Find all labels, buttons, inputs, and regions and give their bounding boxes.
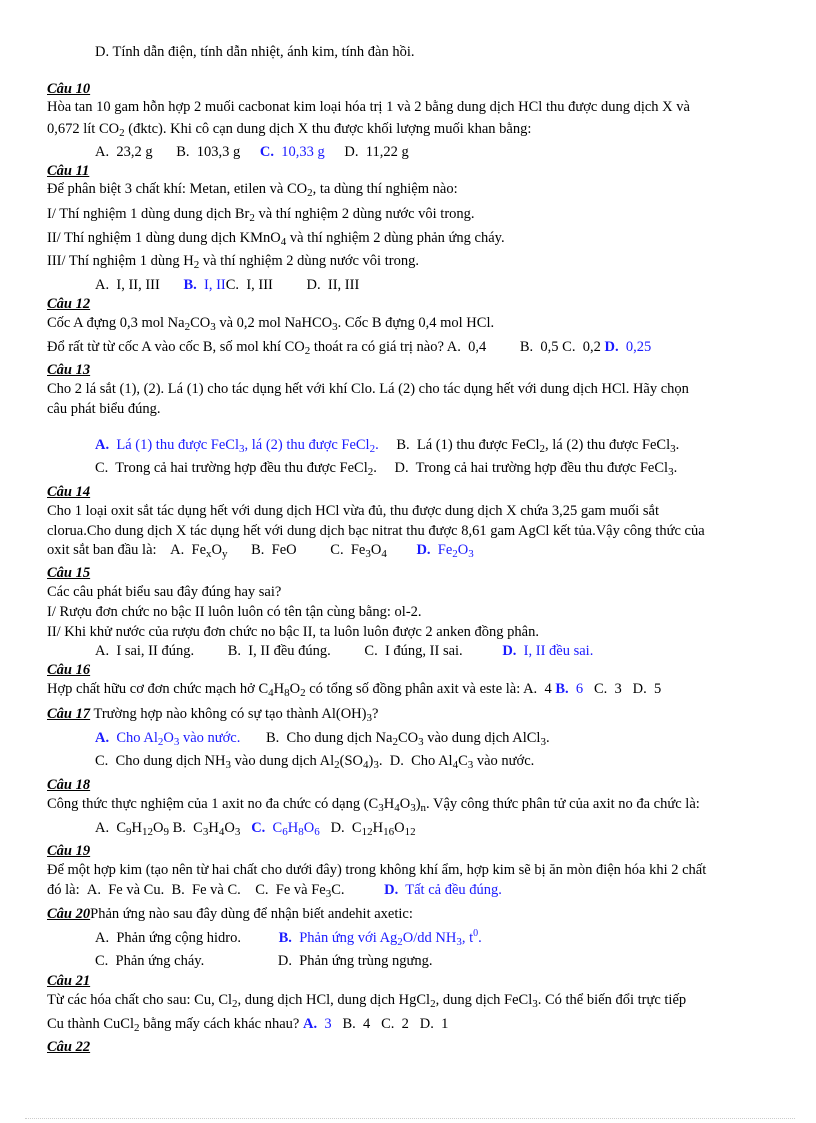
q11-option-b[interactable]: I, II — [204, 277, 226, 293]
q15-line-2: I/ Rượu đơn chức no bậc II luôn luôn có tên tận cùng bằng: ol-2. — [47, 604, 422, 620]
q13-line-2: câu phát biểu đúng. — [47, 401, 161, 417]
q17-options-cd: C. Cho dung dịch $NH_3$ vào dung dịch $Al_2(SO_4)_3$. D. Cho $Al_4C_3$ vào nước. — [95, 753, 535, 771]
q12-option-c[interactable]: 0,2 — [582, 339, 601, 355]
q11-line-3: III/ Thí nghiệm 1 dùng $H_2$ và thí nghiệm 2 dùng nước vôi trong. — [47, 253, 419, 271]
q9-option-d: D. Tính dẫn điện, tính dẫn nhiệt, ánh kim, tính đàn hồi. — [95, 44, 415, 60]
q21-option-b[interactable]: 4 — [363, 1016, 371, 1032]
q17-line-1: Câu 17 Trường hợp nào không có sự tạo thành $Al(OH)_3$? — [47, 706, 379, 724]
q11-text: Để phân biệt 3 chất khí: Metan, etilen và $CO_2$, ta dùng thí nghiệm nào: — [47, 181, 458, 199]
q18-options: A. $C_9H_{12}O_9$ B. $C_3H_4O_3$ C. $C_6H_8O_6$ D. $C_{12}H_{16}O_{12}$ — [95, 820, 416, 838]
q19-title: Câu 19 — [47, 843, 91, 859]
q11-line-2: II/ Thí nghiệm 1 dùng dung dịch KMnO$_4$ và thí nghiệm 2 dùng phản ứng cháy. — [47, 230, 505, 248]
q14-line-2: clorua.Cho dung dịch X tác dụng hết với dung dịch bạc nitrat thu được 8,61 gam AgCl kết tủa.Vậy công thức của — [47, 523, 705, 539]
q21-option-c[interactable]: 2 — [401, 1016, 409, 1032]
q14-option-b[interactable]: FeO — [271, 542, 297, 558]
q10-options: A. 23,2 g B. 103,3 g C. 10,33 g D. 11,22 g — [95, 144, 409, 160]
q15-title: Câu 15 — [47, 565, 91, 581]
q17-options-ab: A. Cho $Al_2O_3$ vào nước. B. Cho dung dịch $Na_2CO_3$ vào dung dịch AlCl$_3$. — [95, 730, 550, 748]
q18-option-b[interactable]: $C_3H_4O_3$ — [193, 820, 241, 838]
q18-option-c[interactable]: $C_6H_8O_6$ — [272, 820, 320, 838]
q14-line-3: oxit sắt ban đầu là: A. $Fe_xO_y$ B. FeO C. $Fe_3O_4$ D. $Fe_2O_3$ — [47, 542, 474, 560]
q13-options-cd: C. Trong cả hai trường hợp đều thu được FeCl$_2$. D. Trong cả hai trường hợp đều thu được FeCl$_3$. — [95, 460, 678, 478]
q13-option-c[interactable]: Trong cả hai trường hợp đều thu được FeCl$_2$. — [115, 460, 377, 478]
page-footer-divider — [25, 1118, 795, 1119]
q19-option-a[interactable]: Fe và Cu. — [108, 882, 165, 898]
q10-option-c[interactable]: 10,33 g — [281, 144, 325, 160]
q19-option-b[interactable]: Fe và C. — [192, 882, 241, 898]
q13-title: Câu 13 — [47, 362, 91, 378]
q12-line-2: Đổ rất từ từ cốc A vào cốc B, số mol khí $CO_2$ thoát ra có giá trị nào? A. 0,4 B. 0,5 C. 0,2 D. 0,25 — [47, 339, 652, 357]
q14-option-c[interactable]: $Fe_3O_4$ — [350, 542, 387, 560]
q19-line-2: đó là: A. Fe và Cu. B. Fe và C. C. Fe và $Fe_3C$. D. Tất cả đều đúng. — [47, 882, 502, 900]
q15-option-c[interactable]: I đúng, II sai. — [384, 643, 463, 659]
q10-option-d[interactable]: 11,22 g — [365, 144, 409, 160]
q18-option-a[interactable]: $C_9H_{12}O_9$ — [116, 820, 169, 838]
q14-option-a[interactable]: $Fe_xO_y$ — [191, 542, 228, 560]
q13-options-ab: A. Lá (1) thu được FeCl$_3$, lá (2) thu được FeCl$_2$. B. Lá (1) thu được FeCl$_2$, lá (2) thu được FeCl$_3$. — [95, 437, 680, 455]
q15-options: A. I sai, II đúng. B. I, II đều đúng. C. I đúng, II sai. D. I, II đều sai. — [95, 643, 594, 659]
q21-line-2: Cu thành CuCl$_2$ bằng mấy cách khác nhau? A. 3 B. 4 C. 2 D. 1 — [47, 1016, 449, 1034]
q16-option-a[interactable]: 4 — [544, 681, 552, 697]
q17-title: Câu 17 — [47, 706, 91, 722]
q17-option-b[interactable]: Cho dung dịch $Na_2CO_3$ vào dung dịch AlCl$_3$. — [286, 730, 550, 748]
q11-option-d[interactable]: II, III — [327, 277, 360, 293]
q11-option-c[interactable]: I, III — [246, 277, 273, 293]
q16-title: Câu 16 — [47, 662, 91, 678]
q12-option-d[interactable]: 0,25 — [625, 339, 652, 355]
q15-line-3: II/ Khi khử nước của rượu đơn chức no bậc II, ta luôn luôn được 2 anken đồng phân. — [47, 624, 539, 640]
q12-option-a[interactable]: 0,4 — [468, 339, 487, 355]
q20-options-cd: C. Phản ứng cháy. D. Phản ứng trùng ngưng. — [95, 953, 433, 969]
q14-line-1: Cho 1 loại oxit sắt tác dụng hết với dung dịch HCl vừa đủ, thu được dung dịch X chứa 3,25 gam muối sắt — [47, 503, 659, 519]
q12-option-b[interactable]: 0,5 — [540, 339, 559, 355]
q15-option-b[interactable]: I, II đều đúng. — [248, 643, 331, 659]
q16-option-d[interactable]: 5 — [654, 681, 662, 697]
q20-option-a[interactable]: Phản ứng cộng hidro. — [116, 930, 242, 946]
q11-title: Câu 11 — [47, 163, 90, 179]
q12-title: Câu 12 — [47, 296, 91, 312]
q14-option-d[interactable]: $Fe_2O_3$ — [437, 542, 474, 560]
q11-options: A. I, II, III B. I, IIC. I, III D. II, III — [95, 277, 360, 293]
q19-option-d[interactable]: Tất cả đều đúng. — [405, 882, 502, 898]
q11-option-a[interactable]: I, II, III — [116, 277, 160, 293]
q22-title: Câu 22 — [47, 1039, 91, 1055]
q17-option-d[interactable]: Cho $Al_4C_3$ vào nước. — [411, 753, 535, 771]
q21-option-a[interactable]: 3 — [324, 1016, 332, 1032]
q13-line-1: Cho 2 lá sắt (1), (2). Lá (1) cho tác dụng hết với khí Clo. Lá (2) cho tác dụng hết với dung dịch HCl. Hãy chọn — [47, 381, 689, 397]
q10-text-2: 0,672 lít $CO_2$ (đktc). Khi cô cạn dung dịch X thu được khối lượng muối khan bằng: — [47, 121, 532, 139]
q10-option-b[interactable]: 103,3 g — [196, 144, 241, 160]
q13-option-a[interactable]: Lá (1) thu được FeCl$_3$, lá (2) thu được FeCl$_2$. — [116, 437, 379, 455]
q18-line-1: Công thức thực nghiệm của 1 axit no đa chức có dạng $(C_3H_4O_3)_n$. Vậy công thức phân tử của axit no đa chức là: — [47, 796, 700, 814]
q10-option-a[interactable]: 23,2 g — [116, 144, 153, 160]
q19-line-1: Để một hợp kim (tạo nên từ hai chất cho dưới đây) trong không khí ẩm, hợp kim sẽ bị ăn mòn điện hóa khi 2 chất — [47, 862, 707, 878]
q17-option-c[interactable]: Cho dung dịch $NH_3$ vào dung dịch $Al_2(SO_4)_3$. — [115, 753, 383, 771]
q13-option-d[interactable]: Trong cả hai trường hợp đều thu được FeCl$_3$. — [415, 460, 678, 478]
q18-option-d[interactable]: $C_{12}H_{16}O_{12}$ — [351, 820, 416, 838]
q20-title: Câu 20 — [47, 906, 91, 922]
q15-option-a[interactable]: I sai, II đúng. — [116, 643, 195, 659]
q17-option-a[interactable]: Cho $Al_2O_3$ vào nước. — [116, 730, 241, 748]
q21-title: Câu 21 — [47, 973, 91, 989]
q20-line-1: Câu 20Phản ứng nào sau đây dùng để nhận biết andehit axetic: — [47, 906, 413, 922]
q16-line-1: Hợp chất hữu cơ đơn chức mạch hở $C_4H_8O_2$ có tổng số đồng phân axit và este là: A. 4 B. 6 C. 3 D. 5 — [47, 681, 662, 699]
q18-title: Câu 18 — [47, 777, 91, 793]
q10-title: Câu 10 — [47, 81, 91, 97]
q19-option-c[interactable]: Fe và $Fe_3C$. — [275, 882, 345, 900]
q20-option-b[interactable]: Phản ứng với $Ag_2O/dd$ $NH_3$, $t^0$. — [299, 928, 482, 948]
q21-option-d[interactable]: 1 — [441, 1016, 449, 1032]
q15-option-d[interactable]: I, II đều sai. — [523, 643, 594, 659]
q20-option-c[interactable]: Phản ứng cháy. — [115, 953, 205, 969]
q21-line-1: Từ các hóa chất cho sau: Cu, $Cl_2$, dung dịch HCl, dung dịch HgCl$_2$, dung dịch FeCl$_3$. Có thể biến đổi trực tiếp — [47, 992, 687, 1010]
q10-text-1: Hòa tan 10 gam hỗn hợp 2 muối cacbonat kim loại hóa trị 1 và 2 bằng dung dịch HCl thu được dung dịch X và — [47, 99, 690, 115]
q16-option-b[interactable]: 6 — [575, 681, 584, 697]
q20-options-ab: A. Phản ứng cộng hidro. B. Phản ứng với $Ag_2O/dd$ $NH_3$, $t^0$. — [95, 928, 482, 948]
q11-line-1: I/ Thí nghiệm 1 dùng dung dịch $Br_2$ và thí nghiệm 2 dùng nước vôi trong. — [47, 206, 475, 224]
q13-option-b[interactable]: Lá (1) thu được FeCl$_2$, lá (2) thu được FeCl$_3$. — [416, 437, 680, 455]
q20-option-d[interactable]: Phản ứng trùng ngưng. — [299, 953, 433, 969]
q12-line-1: Cốc A đựng 0,3 mol $Na_2CO_3$ và 0,2 mol NaHCO$_3$. Cốc B đựng 0,4 mol HCl. — [47, 315, 495, 333]
q16-option-c[interactable]: 3 — [614, 681, 622, 697]
q14-title: Câu 14 — [47, 484, 91, 500]
q15-line-1: Các câu phát biểu sau đây đúng hay sai? — [47, 584, 282, 600]
